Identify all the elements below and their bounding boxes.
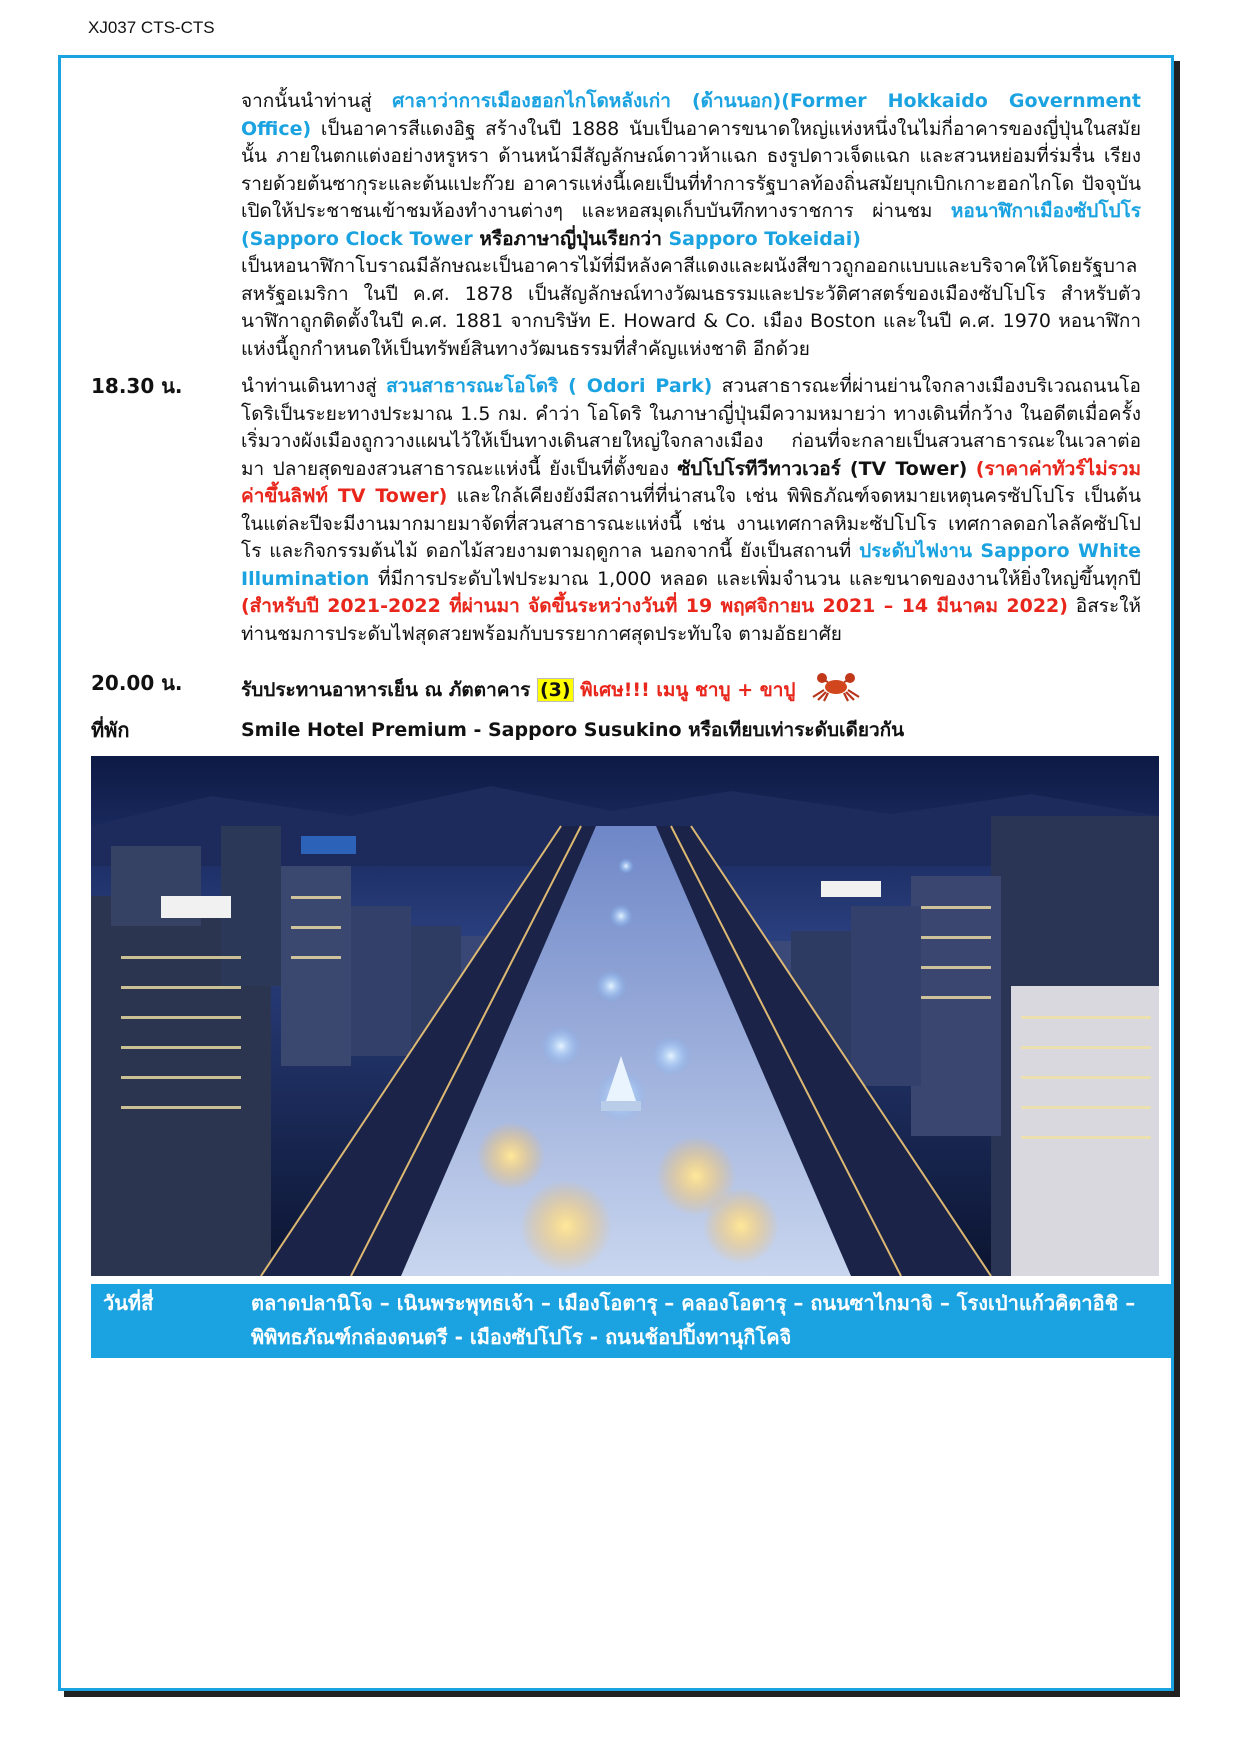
intro-paragraph <box>241 88 1141 363</box>
illumination-dates-note: (สำหรับปี 2021-2022 ที่ผ่านมา จัดขึ้นระหว่างวันที่ 19 พฤศจิกายน 2021 – 14 มีนาคม 2022) <box>241 595 1068 617</box>
odori-description <box>241 373 1141 648</box>
dinner-row <box>91 670 1141 711</box>
itinerary-content <box>91 88 1141 1358</box>
odori-text-4: ที่มีการประดับไฟประมาณ 1,000 หลอด และเพิ่มจำนวน และขนาดของงานให้ยิ่งใหญ่ขึ้นทุกปี <box>369 567 1141 590</box>
odori-text-2: สวนสาธารณะที่ผ่านย่านใจกลางเมืองบริเวณถนนโอโดริเป็นระยะทางประมาณ 1.5 กม. คำว่า โอโดริ ในภาษาญี่ปุ่นมีความหมายว่า ทางเดินที่กว้าง ในอดีตเมื่อครั้งเริ่มวางผังเมืองถูกวางแผนไว้ให้เป็นทางเดินสายใหญ่ใจกลางเมือง ก่อนที่จะกลายเป็นสวนสาธารณะในเวลาต่อมา ปลายสุดของสวนสาธารณะแห่งนี้ ยังเป็นที่ตั้งของ <box>241 375 1141 480</box>
odori-row <box>91 373 1141 648</box>
dinner-description <box>241 670 1141 711</box>
intro-text-1: จากนั้นนำท่านสู่ <box>241 90 393 112</box>
dinner-special-menu: พิเศษ!!! เมนู ชาบู + ขาปู <box>573 678 796 701</box>
time-1830: 18.30 น. <box>91 374 183 398</box>
document-code: XJ037 CTS-CTS <box>88 18 215 37</box>
day-4-itinerary: ตลาดปลานิโจ – เนินพระพุทธเจ้า – เมืองโอตารุ – คลองโอตารุ – ถนนซาไกมาจิ – โรงเป่าแก้วคิตาอิชิ – พิพิทธภัณฑ์กล่องดนตรี - เมืองซัปโปโร - ถนนช้อปปิ้งทานุกิโคจิ <box>251 1291 1136 1349</box>
page-frame <box>58 55 1174 1691</box>
time-2000: 20.00 น. <box>91 671 183 695</box>
odori-text-5: อิสระให้ท่านชมการประดับไฟสุดสวยพร้อมกับบรรยากาศสุดประทับใจ ตามอัธยาศัย <box>241 595 1142 645</box>
meal-number-badge: (3) <box>537 678 574 702</box>
hotel-suffix: หรือเทียบเท่าระดับเดียวกัน <box>681 718 905 741</box>
clock-tower-description: เป็นหอนาฬิกาโบราณมีลักษณะเป็นอาคารไม้ที่มีหลังคาสีแดงและผนังสีขาวถูกออกแบบและบริจาคให้โดยรัฐบาลสหรัฐอเมริกา ในปี ค.ศ. 1878 เป็นสัญลักษณ์ทางวัฒนธรรมและประวัติศาสตร์ของเมืองซัปโปโร สำหรับตัวนาฬิกาถูกติดตั้งในปี ค.ศ. 1881 จากบริษัท E. Howard & Co. เมือง Boston และในปี ค.ศ. 1970 หอนาฬิกาแห่งนี้ถูกกำหนดให้เป็นทรัพย์สินทางวัฒนธรรมที่สำคัญแห่งชาติ อีกด้วย <box>241 255 1141 360</box>
clock-tower-title: หอนาฬิกาเมืองซัปโปโร (Sapporo Clock Tower <box>241 200 1141 250</box>
white-illumination-title: ประดับไฟงาน Sapporo White Illumination <box>241 540 1141 590</box>
crab-icon <box>810 670 862 711</box>
day-4-banner <box>91 1284 1171 1358</box>
tv-tower-title: ซัปโปโรทีวีทาวเวอร์ (TV Tower) <box>677 457 968 480</box>
odori-park-title: สวนสาธารณะโอโดริ ( Odori Park) <box>386 375 713 397</box>
tv-tower-price-note: (ราคาค่าทัวร์ไม่รวมค่าขึ้นลิฟท์ TV Tower) <box>241 457 1141 507</box>
hotel-label: ที่พัก <box>91 717 130 742</box>
hotel-row <box>91 717 1141 745</box>
intro-text-3: หรือภาษาญี่ปุ่นเรียกว่า <box>472 227 669 250</box>
intro-text-2: เป็นอาคารสีแดงอิฐ สร้างในปี 1888 นับเป็นอาคารขนาดใหญ่แห่งหนึ่งในไม่กี่อาคารของญี่ปุ่นในสมัยนั้น ภายในตกแต่งอย่างหรูหรา ด้านหน้ามีสัญลักษณ์ดาวห้าแฉก ธงรูปดาวเจ็ดแฉก และสวนหย่อมที่ร่มรื่น เรียงรายด้วยต้นซากุระและต้นแปะก๊วย อาคารแห่งนี้เคยเป็นที่ทำการรัฐบาลท้องถิ่นสมัยบุกเบิกเกาะฮอกไกโด ปัจจุบันเปิดให้ประชาชนเข้าชมห้องทำงานต่างๆ และหอสมุดเก็บบันทึกทางราชการ ผ่านชม <box>241 117 1141 222</box>
odori-text-3: และใกล้เคียงยังมีสถานที่ที่น่าสนใจ เช่น พิพิธภัณฑ์จดหมายเหตุนครซัปโปโร เป็นต้น ในแต่ละปีจะมีงานมากมายมาจัดที่สวนสาธารณะแห่งนี้ เช่น งานเทศกาลหิมะซัปโปโร เทศกาลดอกไลลัคซัปโปโร และกิจกรรมต้นไม้ ดอกไม้สวยงามตามฤดูกาล นอกจากนี้ ยังเป็นสถานที่ <box>241 485 1141 562</box>
day-4-label: วันที่สี่ <box>103 1291 154 1315</box>
odori-text-1: นำท่านเดินทางสู่ <box>241 375 387 397</box>
odori-night-photo <box>91 756 1159 1276</box>
former-government-office-title: ศาลาว่าการเมืองฮอกไกโดหลังเก่า (ด้านนอก)(Former Hokkaido Government Office) <box>241 90 1141 140</box>
hotel-description <box>241 717 1141 745</box>
hotel-name: Smile Hotel Premium - Sapporo Susukino <box>241 718 682 741</box>
dinner-text: รับประทานอาหารเย็น ณ ภัตตาคาร <box>241 678 537 701</box>
tokeidai-title: Sapporo Tokeidai) <box>668 227 861 250</box>
